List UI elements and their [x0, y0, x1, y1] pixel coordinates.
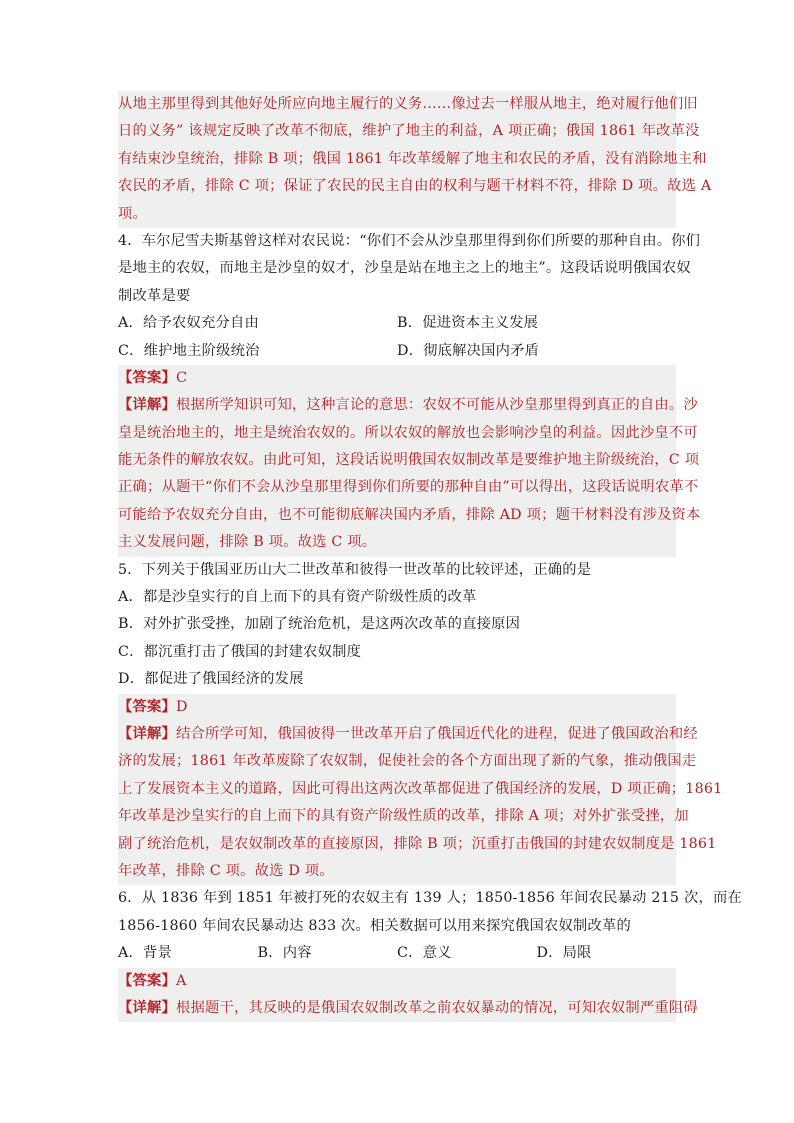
answer-value: D — [176, 698, 188, 715]
explain-line: 从地主那里得到其他好处所应向地主履行的义务……像过去一样服从地主，绝对履行他们旧 — [118, 91, 676, 118]
explain-label: 【详解】 — [118, 397, 176, 414]
question-stem: 制改革是要 — [118, 287, 191, 304]
question-stem: 4．车尔尼雪夫斯基曾这样对农民说：“你们不会从沙皇那里得到你们所要的那种自由。你们 — [118, 232, 701, 249]
prev-explanation — [118, 91, 712, 228]
explain-text: 根据所学知识可知，这种言论的意思：农奴不可能从沙皇那里得到真正的自由。沙 — [176, 397, 698, 414]
explain-line — [118, 995, 698, 1022]
option-c: C．维护地主阶级统治 — [118, 342, 260, 359]
explain-text: 结合所学可知，俄国彼得一世改革开启了俄国近代化的进程，促进了俄国政治和经 — [176, 725, 698, 742]
question-stem: 6．从 1836 年到 1851 年被打死的农奴主有 139 人；1850-1856 年间农民暴动 215 次，而在 — [118, 890, 742, 907]
options-row — [118, 310, 676, 337]
question-4 — [118, 228, 701, 557]
option-c: C．意义 — [397, 945, 452, 962]
explain-line: 主义发展问题，排除 B 项。故选 C 项。 — [118, 529, 676, 556]
options-row — [118, 940, 676, 967]
explain-line: 可能给予农奴充分自由，也不可能彻底解决国内矛盾，排除 AD 项；题干材料没有涉及资本 — [118, 502, 676, 529]
explain-line: 年改革，排除 C 项。故选 D 项。 — [118, 858, 676, 885]
explain-line: 年改革是沙皇实行的自上而下的具有资产阶级性质的改革，排除 A 项；对外扩张受挫，加 — [118, 803, 676, 830]
document-page — [118, 91, 742, 1022]
explain-line: 剧了统治危机，是农奴制改革的直接原因，排除 B 项；沉重打击俄国的封建农奴制度是 1861 — [118, 831, 676, 858]
option-d: D．彻底解决国内矛盾 — [397, 342, 540, 359]
option-a: A．都是沙皇实行的自上而下的具有资产阶级性质的改革 — [118, 589, 477, 606]
option-d: D．局限 — [536, 945, 592, 962]
explain-label: 【详解】 — [118, 725, 176, 742]
answer-line — [118, 365, 676, 392]
explain-line: 项。 — [118, 201, 676, 228]
option-a: A．背景 — [118, 945, 173, 962]
explain-label: 【详解】 — [118, 999, 176, 1016]
question-6 — [118, 885, 742, 1022]
explain-line: 皇是统治地主的，地主是统治农奴的。所以农奴的解放也会影响沙皇的利益。因此沙皇不可 — [118, 420, 676, 447]
option-b: B．内容 — [257, 945, 312, 962]
explain-line: 日的义务” 该规定反映了改革不彻底，维护了地主的利益，A 项正确；俄国 1861 年改革没 — [118, 118, 676, 145]
option-a: A．给予农奴充分自由 — [118, 315, 259, 332]
answer-value: A — [176, 972, 187, 989]
explain-line: 农民的矛盾，排除 C 项；保证了农民的民主自由的权利与题干材料不符，排除 D 项。故选 A — [118, 173, 676, 200]
question-5 — [118, 557, 723, 886]
explain-line: 有结束沙皇统治，排除 B 项；俄国 1861 年改革缓解了地主和农民的矛盾，没有消除地主和 — [118, 146, 676, 173]
option-b: B．促进资本主义发展 — [397, 315, 539, 332]
answer-value: C — [176, 369, 188, 386]
option-b: B．对外扩张受挫，加剧了统治危机，是这两次改革的直接原因 — [118, 616, 521, 633]
answer-label: 【答案】 — [118, 698, 176, 715]
explain-line: 能无条件的解放农奴。由此可知，这段话说明俄国农奴制改革是要维护地主阶级统治，C 项 — [118, 447, 676, 474]
explain-line: 上了发展资本主义的道路，因此可得出这两次改革都促进了俄国经济的发展，D 项正确；1861 — [118, 776, 676, 803]
explain-line: 正确；从题干“你们不会从沙皇那里得到你们所要的那种自由”可以得出，这段话说明农革不 — [118, 474, 676, 501]
answer-label: 【答案】 — [118, 369, 176, 386]
question-stem: 5．下列关于俄国亚历山大二世改革和彼得一世改革的比较评述，正确的是 — [118, 561, 592, 578]
answer-line — [118, 968, 676, 995]
explain-line: 济的发展；1861 年改革废除了农奴制，促使社会的各个方面出现了新的气象，推动俄国走 — [118, 748, 676, 775]
option-d: D．都促进了俄国经济的发展 — [118, 671, 304, 688]
explain-line — [118, 392, 698, 419]
question-stem: 是地主的农奴，而地主是沙皇的奴才，沙皇是站在地主之上的地主”。这段话说明俄国农奴 — [118, 260, 691, 277]
question-stem: 1856-1860 年间农民暴动达 833 次。相关数据可以用来探究俄国农奴制改革的 — [118, 917, 631, 934]
answer-label: 【答案】 — [118, 972, 176, 989]
explain-text: 根据题干，其反映的是俄国农奴制改革之前农奴暴动的情况，可知农奴制严重阻碍 — [176, 999, 698, 1016]
explain-line — [118, 721, 698, 748]
option-c: C．都沉重打击了俄国的封建农奴制度 — [118, 643, 362, 660]
answer-line — [118, 694, 676, 721]
options-row — [118, 338, 676, 365]
